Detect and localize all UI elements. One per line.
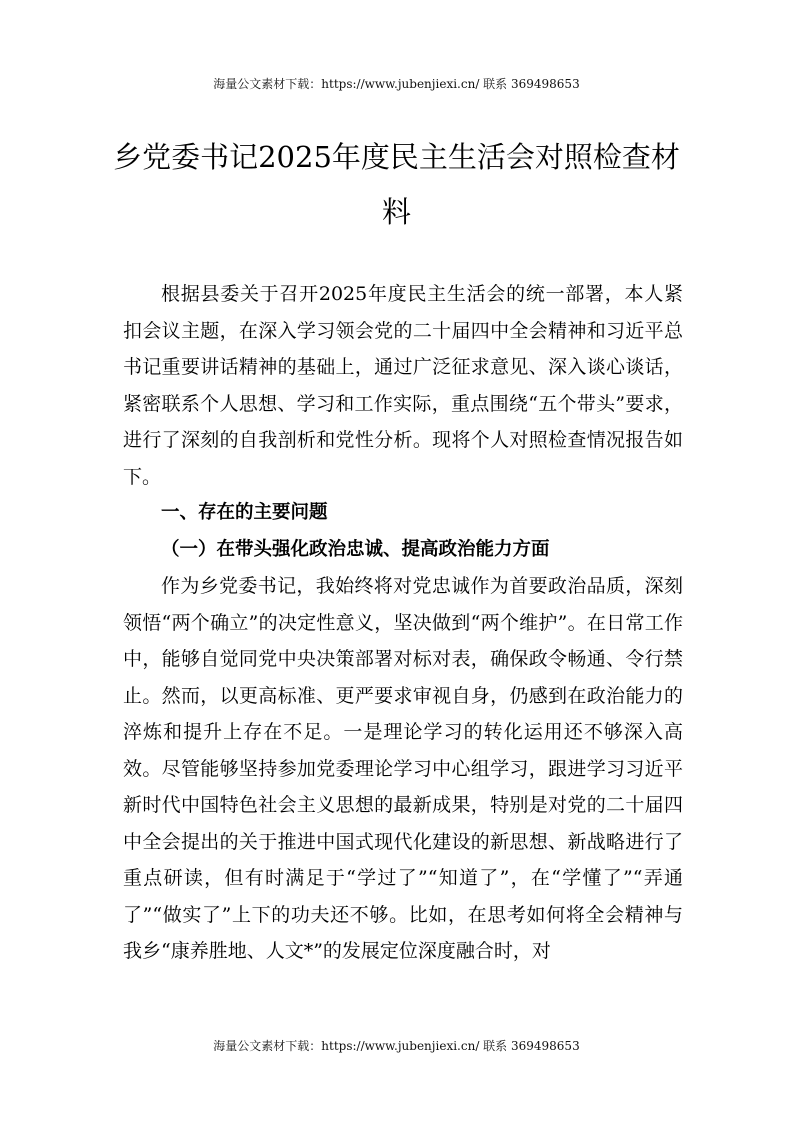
section-heading: 一、存在的主要问题	[161, 502, 328, 523]
intro-paragraph: 根据县委关于召开2025年度民主生活会的统一部署，本人紧扣会议主题，在深入学习领会党的二十届四中全会精神和习近平总书记重要讲话精神的基础上，通过广泛征求意见、深入谈心谈话，紧密联系个人思想、学习和工作实际，重点围绕“五个带头”要求，进行了深刻的自我剖析和党性分析。现将个人对照检查情况报告如下。	[123, 283, 683, 488]
document-body	[123, 276, 683, 970]
page-footer: 海量公文素材下载：https://www.jubenjiexi.cn/ 联系 369498653	[213, 1039, 580, 1053]
subsection-heading: （一）在带头强化政治忠诚、提高政治能力方面	[161, 538, 550, 560]
document-title: 乡党委书记2025年度民主生活会对照检查材料	[113, 140, 680, 229]
body-paragraph: 作为乡党委书记，我始终将对党忠诚作为首要政治品质，深刻领悟“两个确立”的决定性意义，坚决做到“两个维护”。在日常工作中，能够自觉同党中央决策部署对标对表，确保政令畅通、令行禁止。然而，以更高标准、更严要求审视自身，仍感到在政治能力的淬炼和提升上存在不足。一是理论学习的转化运用还不够深入高效。尽管能够坚持参加党委理论学习中心组学习，跟进学习习近平新时代中国特色社会主义思想的最新成果，特别是对党的二十届四中全会提出的关于推进中国式现代化建设的新思想、新战略进行了重点研读，但有时满足于“学过了”“知道了”，在“学懂了”“弄通了”“做实了”上下的功夫还不够。比如，在思考如何将全会精神与我乡“康养胜地、人文*”的发展定位深度融合时，对	[123, 575, 683, 962]
page-header: 海量公文素材下载：https://www.jubenjiexi.cn/ 联系 369498653	[213, 77, 580, 91]
